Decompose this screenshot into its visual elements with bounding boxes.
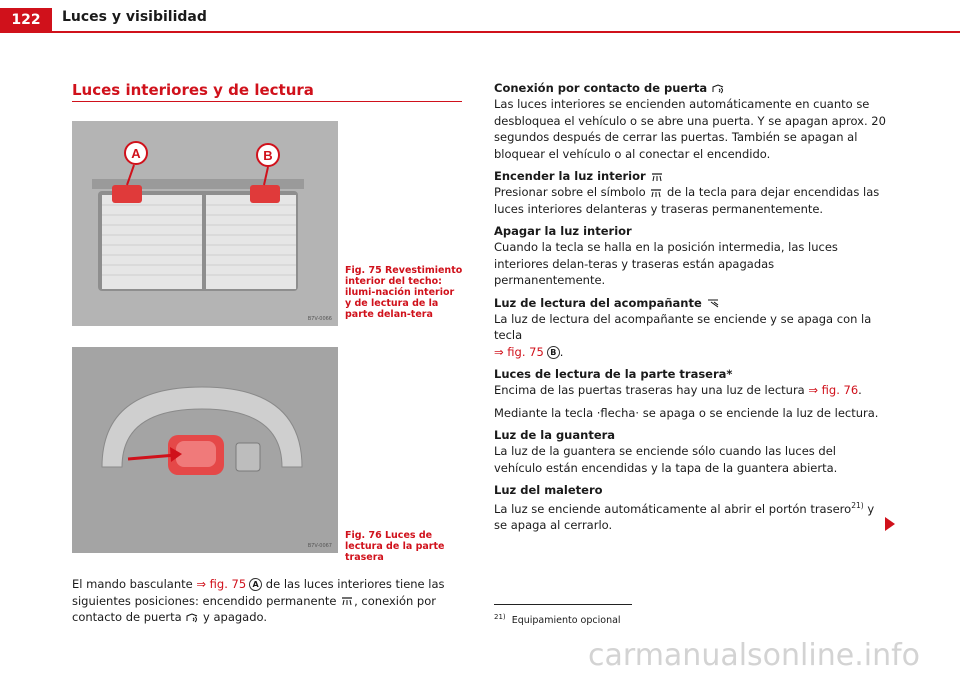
paragraph-passenger-reading: La luz de lectura del acompañante se enciende y se apaga con la tecla ⇒ fig. 75 B . bbox=[494, 311, 872, 359]
footnote: $^{21)}$ Equipamiento opcional bbox=[494, 613, 621, 627]
text: , conexión por contacto de puerta bbox=[72, 593, 436, 624]
intro-paragraph bbox=[72, 576, 464, 626]
heading-rear-reading: Luces de lectura de la parte trasera* bbox=[494, 367, 733, 381]
footnote-ref: 21) bbox=[851, 501, 864, 510]
figure-code: B7V-0066 bbox=[307, 316, 332, 322]
figure-code: B7V-0067 bbox=[307, 543, 332, 549]
text: El mando basculante bbox=[72, 577, 197, 591]
callout-a-badge: A bbox=[249, 578, 262, 591]
text: y apagado. bbox=[199, 610, 268, 624]
permanent-light-icon bbox=[649, 188, 663, 198]
paragraph-rear-reading: Encima de las puertas traseras hay una luz de lectura ⇒ fig. 76. bbox=[494, 383, 862, 397]
door-contact-icon bbox=[185, 613, 199, 623]
heading-glovebox: Luz de la guantera bbox=[494, 428, 616, 442]
heading-turn-on: Encender la luz interior bbox=[494, 168, 886, 184]
figure-76-image bbox=[72, 347, 338, 553]
footnote-rule bbox=[494, 604, 632, 605]
header-rule bbox=[0, 31, 960, 33]
watermark: carmanualsonline.info bbox=[588, 638, 920, 673]
section-rule bbox=[72, 101, 462, 102]
paragraph-turn-on: Presionar sobre el símbolo de la tecla para dejar encendidas las luces interiores delanteras y traseras permanentemente. bbox=[494, 185, 880, 216]
right-column bbox=[494, 80, 886, 538]
reading-light-icon bbox=[706, 298, 720, 308]
figure-75-caption: Fig. 75 Revestimiento interior del techo: ilumi-nación interior y de lectura de la parte delan-tera bbox=[345, 265, 463, 320]
section-title: Luces interiores y de lectura bbox=[72, 81, 314, 99]
permanent-light-icon bbox=[650, 172, 664, 182]
heading-trunk: Luz del maletero bbox=[494, 483, 603, 497]
rear-reading-light-illustration bbox=[72, 347, 338, 553]
page-number: 122 bbox=[0, 8, 52, 32]
callout-b: B bbox=[263, 148, 273, 163]
paragraph-trunk: La luz se enciende automáticamente al abrir el portón trasero$^{21)}$ y se apaga al cerrarlo. bbox=[494, 501, 875, 533]
heading-passenger-reading: Luz de lectura del acompañante bbox=[494, 295, 886, 311]
figure-75-image bbox=[72, 121, 338, 326]
figure-76-caption: Fig. 76 Luces de lectura de la parte trasera bbox=[345, 530, 445, 563]
permanent-light-icon bbox=[340, 596, 354, 606]
heading-turn-off: Apagar la luz interior bbox=[494, 224, 632, 238]
fig-75-link[interactable]: ⇒ fig. 75 bbox=[494, 344, 544, 359]
ceiling-light-illustration bbox=[72, 121, 338, 326]
paragraph-glovebox: La luz de la guantera se enciende sólo cuando las luces del vehículo están encendidas y la tapa de la guantera abierta. bbox=[494, 444, 838, 475]
page-header bbox=[0, 0, 960, 32]
text: de las luces interiores tiene las siguientes posiciones: encendido permanente bbox=[72, 577, 445, 608]
door-contact-icon bbox=[711, 84, 725, 94]
next-page-arrow[interactable] bbox=[885, 517, 895, 531]
paragraph-turn-off: Cuando la tecla se halla en la posición intermedia, las luces interiores delan-teras y traseras están apagadas permanentemente. bbox=[494, 240, 838, 287]
heading-door-contact: Conexión por contacto de puerta bbox=[494, 80, 886, 96]
paragraph-door-contact: Las luces interiores se encienden automáticamente en cuanto se desbloquea el vehículo o se abre una puerta. Y se apagan aprox. 20 segundos después de cerrar las puertas. También se apagan al bloquear el vehículo o al conectar el encendido. bbox=[494, 97, 886, 161]
fig-75-link[interactable]: ⇒ fig. 75 bbox=[196, 577, 247, 591]
callout-b-badge: B bbox=[547, 346, 560, 359]
fig-76-link[interactable]: ⇒ fig. 76 bbox=[808, 383, 859, 397]
paragraph-arrow-key: Mediante la tecla ·flecha· se apaga o se enciende la luz de lectura. bbox=[494, 405, 879, 420]
callout-a: A bbox=[131, 146, 141, 161]
running-title: Luces y visibilidad bbox=[62, 9, 207, 25]
